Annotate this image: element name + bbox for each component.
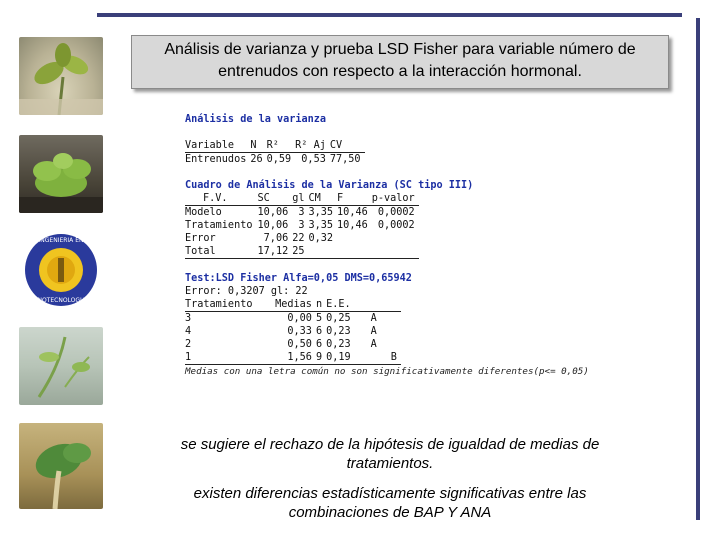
lsd-footnote: Medias con una letra común no son significativamente diferentes(p<= 0,05) [185, 366, 589, 377]
anova-header: p-valor [372, 192, 419, 206]
anova-cell: Tratamiento [185, 220, 253, 231]
anova-heading: Análisis de la varianza [185, 114, 327, 125]
anova-cell: 22 [292, 233, 305, 244]
anova-cell: 10,06 [257, 207, 289, 218]
lsd-cell: 0,33 [287, 326, 312, 337]
lsd-cell: 1 [185, 351, 275, 365]
lsd-header [371, 298, 391, 312]
lsd-table [185, 298, 401, 365]
lsd-cell [371, 351, 391, 365]
anova-header: F.V. [185, 192, 258, 206]
anova-cell: 3,35 [308, 220, 334, 231]
lsd-cell: 6 [315, 326, 323, 337]
plant-photo-2 [19, 135, 103, 213]
conclusion-1: se sugiere el rechazo de la hipótesis de igualdad de medias de tratamientos. [180, 436, 600, 472]
lsd-cell: 0,23 [326, 339, 351, 350]
lsd-header: Tratamiento [185, 298, 275, 312]
lsd-cell: 0,50 [287, 339, 312, 350]
lsd-cell: 1,56 [275, 351, 316, 365]
lsd-cell: 0,23 [326, 326, 351, 337]
lsd-cell: 3 [185, 313, 192, 324]
anova-cell: 0,0002 [377, 207, 415, 218]
anova-cell: 7,06 [263, 233, 289, 244]
anova-cell: 25 [292, 245, 308, 259]
summary-cell: 26 [250, 154, 263, 165]
anova-header: CM [309, 192, 338, 206]
lsd-cell [391, 338, 401, 351]
anova-cell: 3,35 [308, 207, 334, 218]
anova-cell: 0,0002 [377, 220, 415, 231]
plant-photo-1 [19, 37, 103, 115]
anova-header: F [337, 192, 372, 206]
summary-header: Variable [185, 139, 250, 153]
lsd-cell: 9 [316, 351, 326, 365]
lsd-cell: A [370, 339, 377, 350]
summary-header: N [250, 139, 266, 153]
laboratory-logo [19, 222, 103, 318]
anova-cell [372, 232, 419, 245]
anova-cell: 3 [298, 207, 305, 218]
svg-text:BIOTECNOLOGIA: BIOTECNOLOGIA [36, 297, 86, 304]
plant-photo-3 [19, 327, 103, 405]
slide-title: Análisis de varianza y prueba LSD Fisher para variable número de entrenudos con respecto a la interacción hormonal. [131, 35, 669, 89]
anova-cell [337, 232, 372, 245]
summary-header: CV [330, 139, 365, 153]
anova-cell: 10,46 [337, 207, 368, 218]
lsd-heading: Test:LSD Fisher Alfa=0,05 DMS=0,65942 [185, 273, 412, 284]
lsd-cell: 2 [185, 339, 192, 350]
anova-table-heading: Cuadro de Análisis de la Varianza (SC tipo III) [185, 180, 474, 191]
summary-cell: 77,50 [329, 154, 361, 165]
svg-text:INGENIERIA EN: INGENIERIA EN [38, 237, 84, 244]
lsd-cell: A [370, 326, 377, 337]
anova-header: gl [292, 192, 308, 206]
right-border-rule [696, 18, 700, 520]
anova-cell [372, 245, 419, 259]
summary-cell: 0,59 [266, 154, 292, 165]
anova-cell: Modelo [185, 207, 222, 218]
lsd-header: Medias [275, 298, 316, 312]
lsd-cell: B [391, 351, 401, 365]
lsd-cell: 5 [315, 313, 323, 324]
lsd-cell: 0,00 [287, 313, 312, 324]
anova-summary-table [185, 139, 365, 166]
summary-cell: 0,53 [301, 154, 326, 165]
anova-cell: 17,12 [258, 245, 293, 259]
anova-cell: Total [185, 245, 258, 259]
summary-header: R² Aj [295, 139, 330, 153]
lsd-header: E.E. [326, 298, 371, 312]
anova-cell: 0,32 [308, 233, 334, 244]
anova-table [185, 192, 419, 259]
lsd-cell: A [370, 313, 377, 324]
anova-cell [309, 245, 338, 259]
lsd-cell: 4 [185, 326, 192, 337]
lsd-header: n [316, 298, 326, 312]
lsd-error-line: Error: 0,3207 gl: 22 [185, 286, 308, 297]
anova-cell: 10,46 [337, 220, 368, 231]
statistics-output [185, 113, 589, 378]
anova-cell: 3 [298, 220, 305, 231]
lsd-header [391, 298, 401, 312]
anova-header: SC [258, 192, 293, 206]
anova-cell: 10,06 [257, 220, 289, 231]
lsd-cell: 0,19 [326, 351, 371, 365]
lsd-cell [391, 325, 401, 338]
lsd-cell: 6 [315, 339, 323, 350]
plant-photo-4 [19, 423, 103, 509]
top-border-rule [97, 13, 682, 17]
anova-cell: Error [185, 233, 216, 244]
anova-cell [337, 245, 372, 259]
summary-header: R² [267, 139, 296, 153]
summary-cell: Entrenudos [185, 154, 247, 165]
conclusion-2: existen diferencias estadísticamente significativas entre las combinaciones de BAP Y ANA [193, 485, 587, 521]
lsd-cell: 0,25 [326, 313, 351, 324]
lsd-cell [391, 312, 401, 326]
